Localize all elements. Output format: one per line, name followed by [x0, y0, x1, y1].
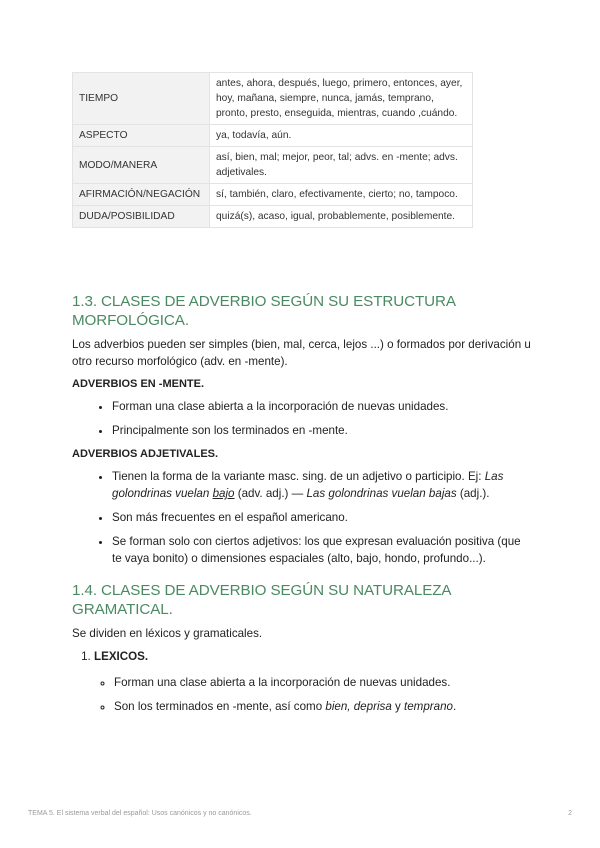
example-2: Las golondrinas vuelan bajas	[306, 487, 457, 500]
example-word-bajo: bajo	[212, 487, 235, 500]
table-cell-category: AFIRMACIÓN/NEGACIÓN	[73, 184, 210, 206]
table-row	[73, 73, 473, 125]
list-item: ◦ Forman una clase abierta a la incorporación de nuevas unidades.	[114, 674, 532, 691]
table-cell-values: antes, ahora, después, luego, primero, entonces, ayer, hoy, mañana, siempre, nunca, jamás, temprano, pronto, presto, enseguida, mientras, cuando ,cuándo.	[210, 73, 473, 125]
lexicos-list	[94, 674, 532, 715]
mente-label: ADVERBIOS EN -MENTE.	[72, 378, 205, 390]
footer-title: TEMA 5. El sistema verbal del español: Usos canónicos y no canónicos.	[28, 810, 252, 817]
adjetivales-label: ADVERBIOS ADJETIVALES.	[72, 448, 219, 460]
example-1: Las golondrinas vuelan	[112, 470, 504, 500]
table-cell-values: quizá(s), acaso, igual, probablemente, posiblemente.	[210, 206, 473, 228]
adverb-table	[72, 72, 473, 228]
table-cell-category: DUDA/POSIBILIDAD	[73, 206, 210, 228]
table-cell-category: TIEMPO	[73, 73, 210, 125]
mente-list	[72, 398, 532, 439]
list-item: • Principalmente son los terminados en -mente.	[112, 422, 532, 439]
page-number: 2	[568, 810, 572, 817]
list-item: • Son más frecuentes en el español americano.	[112, 509, 532, 526]
table-cell-category: MODO/MANERA	[73, 147, 210, 184]
main-content	[72, 292, 532, 722]
list-item: • Se forman solo con ciertos adjetivos: los que expresan evaluación positiva (que te vaya bonito) o dimensiones espaciales (alto, bajo, hondo, profundo...).	[112, 533, 532, 567]
table-cell-values: sí, también, claro, efectivamente, cierto; no, tampoco.	[210, 184, 473, 206]
section-14-title: 1.4. CLASES DE ADVERBIO SEGÚN SU NATURALEZA GRAMATICAL.	[72, 582, 451, 618]
table-cell-values: ya, todavía, aún.	[210, 125, 473, 147]
table-row	[73, 184, 473, 206]
table-row	[73, 147, 473, 184]
list-item: • Forman una clase abierta a la incorporación de nuevas unidades.	[112, 398, 532, 415]
list-item: ◦ Son los terminados en -mente, así como bien, deprisa y temprano.	[114, 698, 532, 715]
list-item: • Tienen la forma de la variante masc. sing. de un adjetivo o participio. Ej: Las golondrinas vuelan bajo (adv. adj.) — Las golondrinas vuelan bajas (adj.).	[112, 468, 532, 502]
table-row	[73, 206, 473, 228]
section-13-intro: Los adverbios pueden ser simples (bien, mal, cerca, lejos ...) o formados por derivación u otro recurso morfológico (adv. en -mente).	[72, 338, 531, 368]
list-item	[94, 648, 532, 715]
lexicos-label: LEXICOS.	[94, 650, 149, 663]
section-14-intro: Se dividen en léxicos y gramaticales.	[72, 627, 263, 640]
section-13-title: 1.3. CLASES DE ADVERBIO SEGÚN SU ESTRUCTURA MORFOLÓGICA.	[72, 293, 456, 329]
gramatical-list	[72, 648, 532, 715]
page-footer	[28, 810, 572, 817]
table-row	[73, 125, 473, 147]
adjetivales-list	[72, 468, 532, 567]
table-cell-category: ASPECTO	[73, 125, 210, 147]
table-cell-values: así, bien, mal; mejor, peor, tal; advs. en -mente; advs. adjetivales.	[210, 147, 473, 184]
